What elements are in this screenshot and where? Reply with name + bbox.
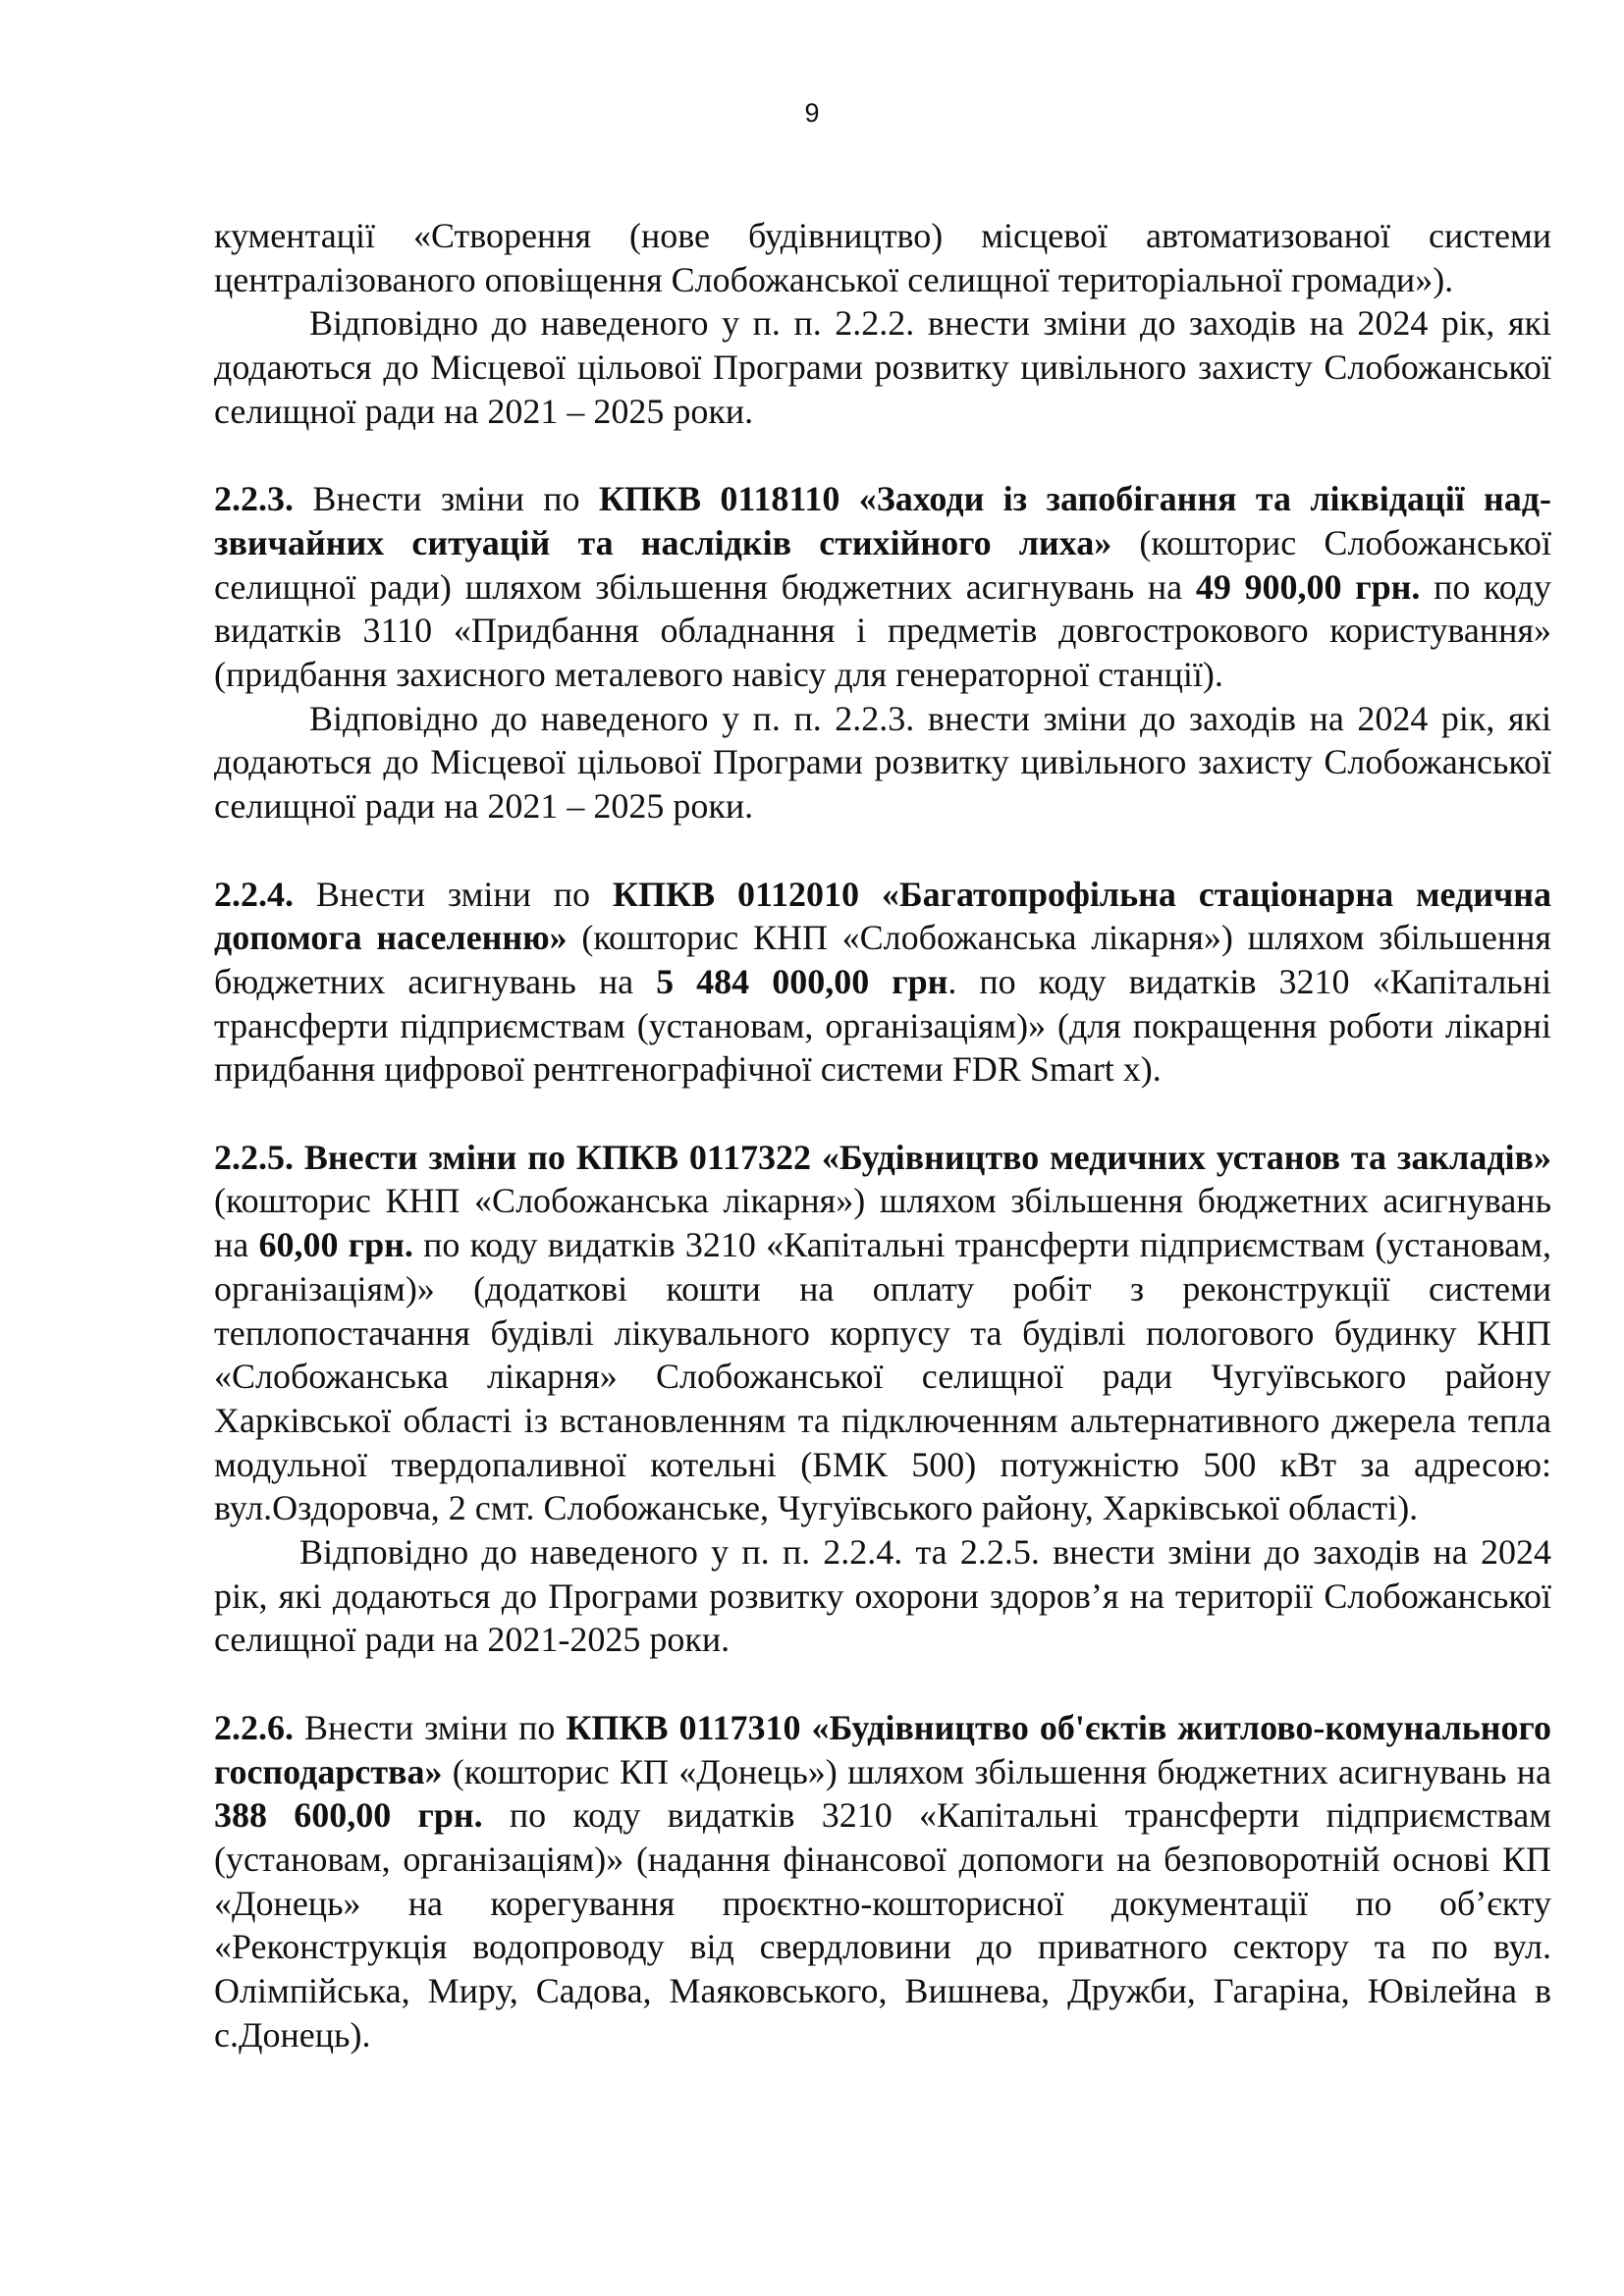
item-number: 2.2.4. (214, 874, 294, 914)
paragraph-gap (214, 1662, 1551, 1706)
paragraph-continuation: кументації «Створення (нове будівництво) місцевої автоматизованої системи централізованого оповіщення Слобожанської селищної територіальної громади»). (214, 216, 1551, 299)
text-run: (кошторис КНП «Слобожанська лікарня») шляхом збільшення бюджетних асигнувань на (214, 918, 1551, 1001)
paragraph-reference-2-2-3: Відповідно до наведеного у п. п. 2.2.3. внести зміни до заходів на 2024 рік, які додаються до Місцевої цільової Програми розвитку цивільного захисту Слобожанської селищної ради на 2021 – 2025 роки. (214, 698, 1551, 827)
text-run: (кошторис Слобожанської селищної ради) шляхом збільшення бюджетних асигнувань на (214, 522, 1552, 607)
paragraph-gap (214, 828, 1551, 873)
paragraph-2-2-4 (214, 873, 1551, 1093)
budget-code-title: КПКВ 0117310 «Будівництво об'єктів житлово-комунального господарства» (214, 1707, 1551, 1791)
paragraph-2-2-3 (214, 477, 1551, 697)
text-run: . по коду видатків 3210 «Капітальні трансферти підприємствам (установам, організаціям)» (для покращення роботи лікарні придбання цифрової рентгенографічної системи FDR Smart x). (214, 961, 1551, 1090)
text-run: (кошторис КП «Донець») шляхом збільшення бюджетних асигнувань на (442, 1751, 1551, 1791)
budget-code-title: 2.2.5. Внести зміни по КПКВ 0117322 «Будівництво медичних установ та закладів» (214, 1137, 1551, 1177)
text-run: (кошторис КНП «Слобожанська лікарня») шляхом збільшення бюджетних асигнувань на (214, 1181, 1551, 1265)
paragraph-2-2-5 (214, 1136, 1551, 1530)
amount: 388 600,00 грн. (214, 1795, 483, 1836)
text-run: Внести зміни по (294, 1707, 567, 1747)
text-run: по коду видатків 3110 «Придбання обладнання і предметів довгострокового користування» (придбання захисного металевого навісу для генераторної станції). (214, 566, 1551, 695)
paragraph-reference-2-2-2: Відповідно до наведеного у п. п. 2.2.2. внести зміни до заходів на 2024 рік, які додаються до Місцевої цільової Програми розвитку цивільного захисту Слобожанської селищної ради на 2021 – 2025 роки. (214, 303, 1551, 431)
paragraph-gap (214, 434, 1551, 478)
item-number: 2.2.3. (214, 479, 294, 519)
text-run: по коду видатків 3210 «Капітальні трансферти підприємствам (установам, організаціям)» (надання фінансової допомоги на безповоротній основі КП «Донець» на корегування проєктно-кошторисної документації по об’єкту «Реконструкція водопроводу від свердловини до приватного сектору та по вул. Олімпійська, Миру, Садова, Маяковського, Вишнева, Дружби, Гагаріна, Ювілейна в с.Донець). (214, 1795, 1551, 2055)
amount: 5 484 000,00 грн (656, 961, 948, 1001)
amount: 49 900,00 грн. (1195, 566, 1421, 607)
paragraph-2-2-6 (214, 1706, 1551, 2057)
item-number: 2.2.6. (214, 1707, 294, 1747)
budget-code-title: КПКВ 0112010 «Багатопрофільна стаціонарна медична допомога населенню» (214, 874, 1552, 958)
document-body (214, 214, 1551, 2056)
text-run: Внести зміни по (294, 479, 599, 519)
budget-code-title: КПКВ 0118110 «Заходи із запобігання та ліквідації надзвичайних ситуацій та наслідків стихійного лиха» (214, 479, 1552, 562)
text-run: по коду видатків 3210 «Капітальні трансферти підприємствам (установам, організаціям)» (додаткові кошти на оплату робіт з реконструкції системи теплопостачання будівлі лікувального корпусу та будівлі пологового будинку КНП «Слобожанська лікарня» Слобожанської селищної ради Чугуївського району Харківської області із встановленням та підключенням альтернативного джерела тепла модульної твердопаливної котельні (БМК 500) потужністю 500 кВт за адресою: вул.Оздоровча, 2 смт. Слобожанське, Чугуївського району, Харківської області). (214, 1225, 1551, 1528)
amount: 60,00 грн. (258, 1225, 413, 1265)
paragraph-gap (214, 1092, 1551, 1136)
text-run: Внести зміни по (294, 874, 613, 914)
page-number: 9 (804, 98, 820, 128)
paragraph-reference-2-2-4-2-2-5: Відповідно до наведеного у п. п. 2.2.4. та 2.2.5. внести зміни до заходів на 2024 рік, які додаються до Програми розвитку охорони здоров’я на території Слобожанської селищної ради на 2021-2025 роки. (214, 1532, 1551, 1660)
